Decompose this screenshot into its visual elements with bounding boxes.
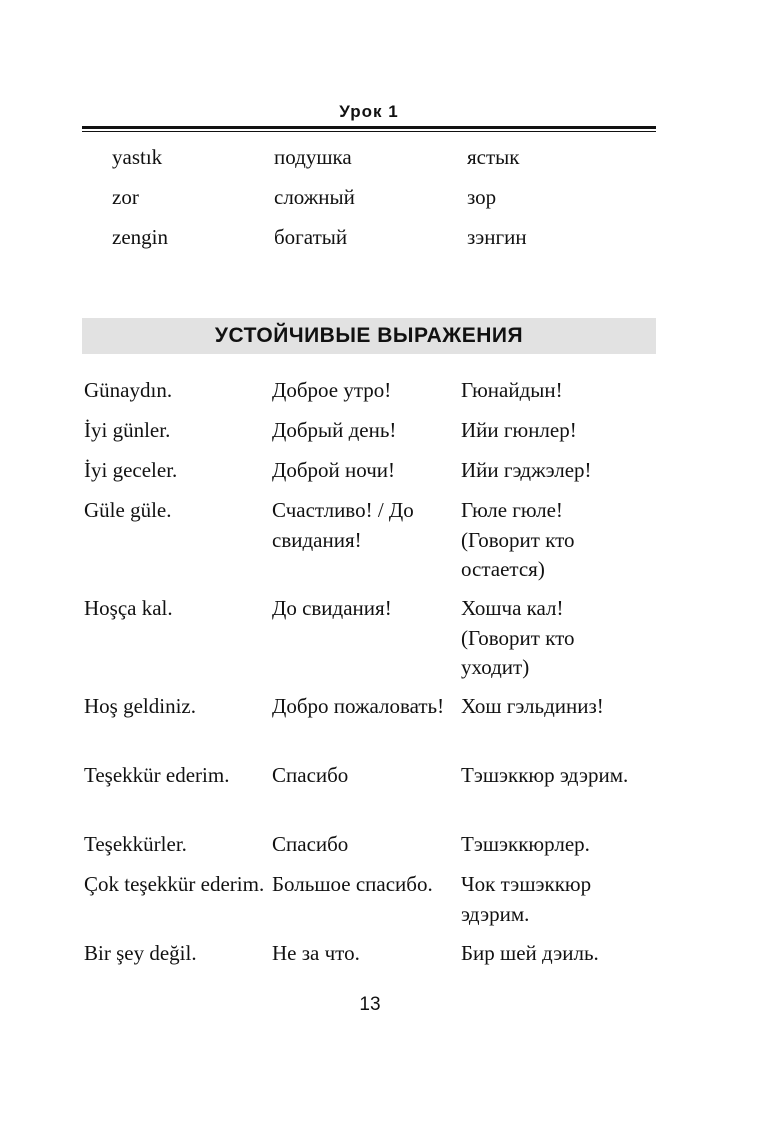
vocab-turkish: yastık (112, 145, 163, 169)
phrase-pronunciation: Хош гэльдиниз! (461, 694, 604, 718)
phrase-russian: Добрый день! (272, 418, 397, 442)
phrase-list (84, 376, 644, 979)
phrase-russian: Доброй ночи! (272, 458, 395, 482)
phrase-russian: Спасибо (272, 763, 349, 787)
phrase-row (84, 692, 644, 761)
phrase-turkish: Güle güle. (84, 498, 172, 522)
vocabulary-row (112, 143, 632, 183)
vocab-pronunciation: зэнгин (467, 225, 527, 249)
phrase-row (84, 376, 644, 416)
phrase-row (84, 870, 644, 939)
phrase-pronunciation: Гюнайдын! (461, 378, 563, 402)
phrase-row (84, 456, 644, 496)
phrase-turkish: Hoş geldiniz. (84, 694, 196, 718)
phrase-pronunciation: Чок тэшэккюр эдэрим. (461, 872, 592, 926)
phrase-turkish: Bir şey değil. (84, 941, 197, 965)
header-rule-thin (82, 131, 656, 132)
phrase-pronunciation: Тэшэккюр эдэрим. (461, 763, 629, 787)
phrase-row (84, 594, 644, 692)
vocab-pronunciation: ястык (467, 145, 520, 169)
phrase-pronunciation: Гюле гюле! (Говорит кто остается) (461, 498, 575, 581)
vocab-russian: подушка (274, 145, 352, 169)
phrase-turkish: Çok teşekkür ederim. (84, 872, 265, 896)
phrase-row (84, 416, 644, 456)
phrase-pronunciation: Хошча кал! (Говорит кто уходит) (461, 596, 575, 679)
phrase-russian: Не за что. (272, 941, 360, 965)
vocab-russian: сложный (274, 185, 355, 209)
phrase-russian: Спасибо (272, 832, 349, 856)
vocab-turkish: zor (112, 185, 139, 209)
phrase-row (84, 939, 644, 979)
vocab-russian: богатый (274, 225, 348, 249)
phrase-russian: Большое спасибо. (272, 872, 433, 896)
vocabulary-row (112, 223, 632, 263)
section-title: УСТОЙЧИВЫЕ ВЫРАЖЕНИЯ (214, 324, 524, 347)
phrase-turkish: Teşekkürler. (84, 832, 187, 856)
phrase-row (84, 496, 644, 594)
phrase-row (84, 761, 644, 830)
phrase-russian: До свидания! (272, 596, 392, 620)
phrase-pronunciation: Ийи гэджэлер! (461, 458, 592, 482)
phrase-pronunciation: Тэшэккюрлер. (461, 832, 590, 856)
header-rule-thick (82, 126, 656, 129)
vocabulary-list (112, 143, 632, 263)
phrase-russian: Добро пожаловать! (272, 694, 445, 718)
phrase-turkish: İyi günler. (84, 418, 171, 442)
phrase-turkish: İyi geceler. (84, 458, 178, 482)
vocabulary-row (112, 183, 632, 223)
phrase-row (84, 830, 644, 870)
phrase-turkish: Hoşça kal. (84, 596, 173, 620)
phrase-russian: Счастливо! / До свидания! (272, 498, 414, 552)
phrase-russian: Доброе утро! (272, 378, 392, 402)
section-header (82, 318, 656, 354)
vocab-pronunciation: зор (467, 185, 497, 209)
lesson-title: Урок 1 (339, 102, 399, 121)
phrase-turkish: Günaydın. (84, 378, 173, 402)
phrase-pronunciation: Ийи гюнлер! (461, 418, 577, 442)
phrase-turkish: Teşekkür ederim. (84, 763, 230, 787)
phrase-pronunciation: Бир шей дэиль. (461, 941, 599, 965)
page-number: 13 (359, 994, 381, 1015)
vocab-turkish: zengin (112, 225, 168, 249)
